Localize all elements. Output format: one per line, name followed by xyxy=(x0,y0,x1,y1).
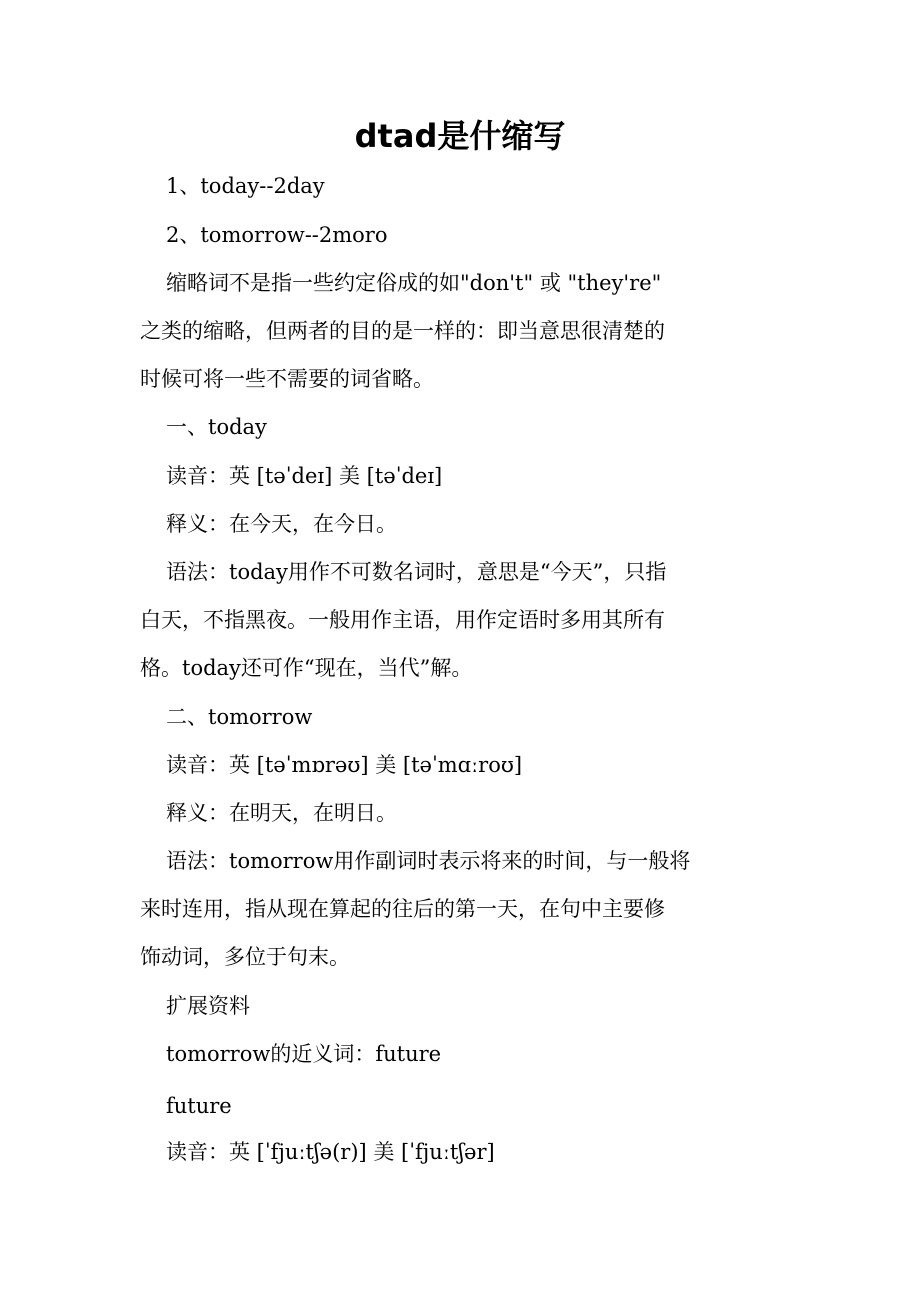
page-title: dtad是什缩写 xyxy=(354,117,566,155)
paragraph-line: 语法：today用作不可数名词时，意思是“今天”，只指 xyxy=(166,560,667,584)
section-heading: 扩展资料 xyxy=(166,994,250,1018)
paragraph-line: 来时连用，指从现在算起的往后的第一天，在句中主要修 xyxy=(140,897,665,921)
paragraph-line: 释义：在今天，在今日。 xyxy=(166,512,397,536)
paragraph-line: 读音：英 [təˈmɒrəʊ] 美 [təˈmɑːroʊ] xyxy=(166,753,523,777)
paragraph-line: 白天，不指黑夜。一般用作主语，用作定语时多用其所有 xyxy=(140,608,665,632)
paragraph-line: 读音：英 [ˈfjuːtʃə(r)] 美 [ˈfjuːtʃər] xyxy=(166,1140,495,1164)
paragraph-line: 之类的缩略，但两者的目的是一样的：即当意思很清楚的 xyxy=(140,319,665,343)
paragraph-line: future xyxy=(166,1094,232,1118)
paragraph-line: 2、tomorrow--2moro xyxy=(166,223,388,247)
section-heading: 二、tomorrow xyxy=(166,705,313,729)
paragraph-line: 释义：在明天，在明日。 xyxy=(166,801,397,825)
paragraph-line: 格。today还可作“现在，当代”解。 xyxy=(140,656,473,680)
paragraph-line: 读音：英 [təˈdeɪ] 美 [təˈdeɪ] xyxy=(166,464,443,488)
paragraph-line: 时候可将一些不需要的词省略。 xyxy=(140,367,434,391)
paragraph-line: 饰动词，多位于句末。 xyxy=(140,945,350,969)
section-heading: 一、today xyxy=(166,415,267,439)
paragraph-line: 1、today--2day xyxy=(166,174,325,198)
paragraph-line: 语法：tomorrow用作副词时表示将来的时间，与一般将 xyxy=(166,849,691,873)
paragraph-line: 缩略词不是指一些约定俗成的如"don't" 或 "they're" xyxy=(166,271,662,295)
paragraph-line: tomorrow的近义词：future xyxy=(166,1042,442,1066)
